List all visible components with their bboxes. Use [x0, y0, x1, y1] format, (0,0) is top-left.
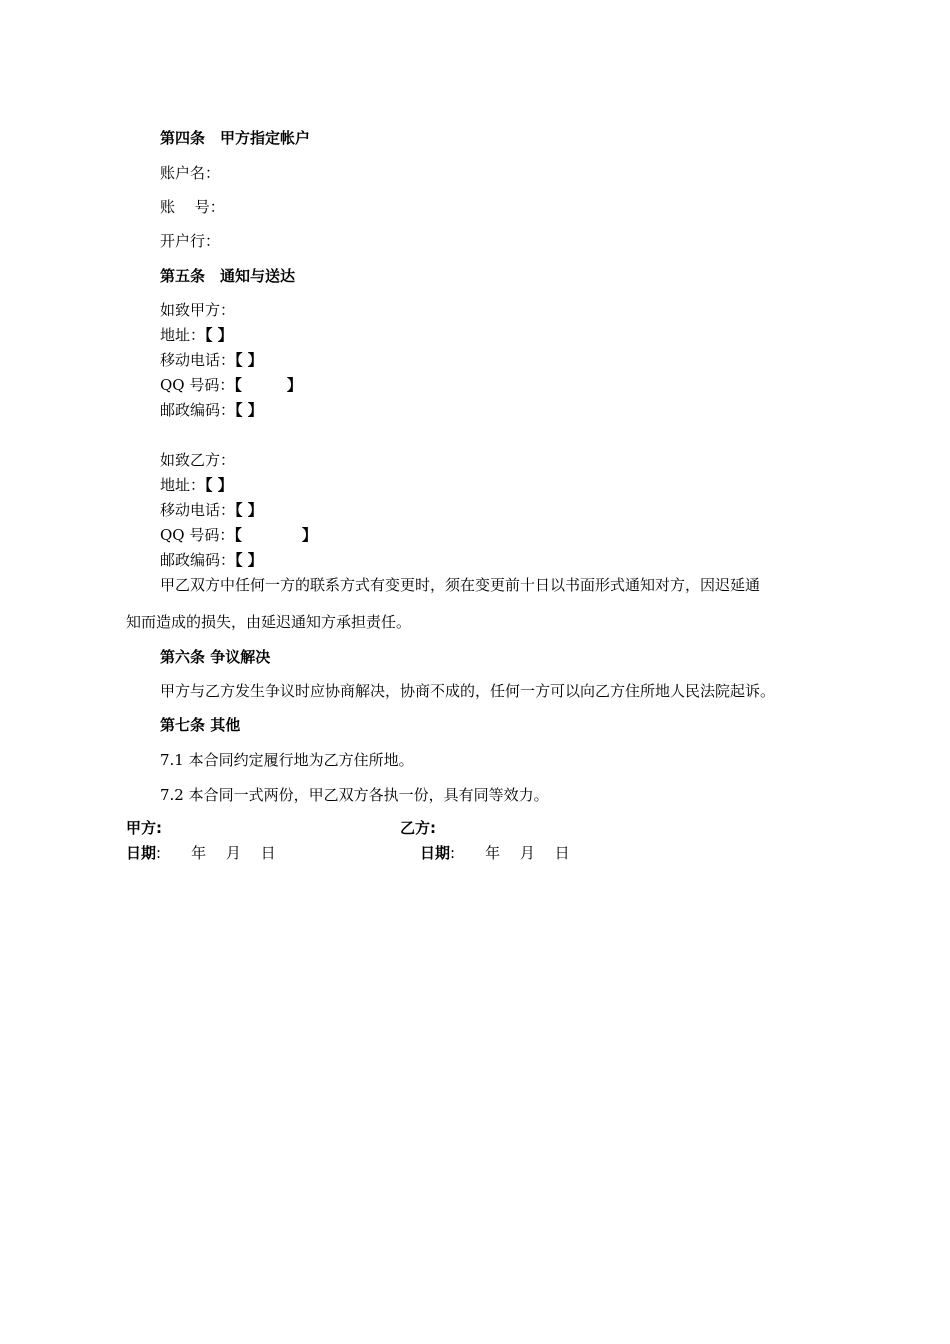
- party-b-postcode-row: [160, 550, 263, 570]
- article-6-heading: 第六条 争议解决: [160, 648, 271, 666]
- article-4-heading: 第四条 甲方指定帐户: [160, 129, 311, 147]
- party-a-address-row: [160, 325, 233, 345]
- postcode-value: 【 】: [235, 551, 263, 569]
- date-label: 日期: [126, 844, 157, 862]
- mobile-label: 移动电话：: [160, 501, 236, 519]
- address-label: 地址：: [160, 326, 206, 344]
- date-label: 日期: [420, 844, 451, 862]
- party-a-date-row: [126, 843, 276, 863]
- address-label: 地址：: [160, 476, 206, 494]
- article-6-text: 甲方与乙方发生争议时应协商解决，协商不成的，任何一方可以向乙方住所地人民法院起诉。: [160, 682, 776, 700]
- party-b-signature-label: 乙方:: [400, 819, 436, 837]
- postcode-label: 邮政编码：: [160, 551, 236, 569]
- postcode-value: 【 】: [235, 401, 263, 419]
- qq-value: 【 】: [234, 376, 302, 394]
- qq-label: QQ 号码：: [160, 376, 235, 394]
- address-value: 【 】: [205, 476, 233, 494]
- clause-7-1: 7.1 本合同约定履行地为乙方住所地。: [160, 751, 414, 769]
- date-colon: :: [156, 844, 162, 862]
- mobile-value: 【 】: [235, 501, 263, 519]
- party-a-intro: 如致甲方：: [160, 301, 236, 319]
- party-a-qq-row: [160, 375, 302, 395]
- postcode-label: 邮政编码：: [160, 401, 236, 419]
- party-b-address-row: [160, 475, 233, 495]
- address-value: 【 】: [205, 326, 233, 344]
- change-notice-line-2: 知而造成的损失，由延迟通知方承担责任。: [126, 613, 412, 631]
- date-blank: 年 月 日: [161, 844, 276, 862]
- qq-value: 【 】: [234, 526, 317, 544]
- account-number-label: 账 号：: [160, 198, 225, 216]
- clause-7-2: 7.2 本合同一式两份，甲乙双方各执一份，具有同等效力。: [160, 786, 549, 804]
- bank-label: 开户行：: [160, 232, 221, 250]
- party-b-intro: 如致乙方：: [160, 451, 236, 469]
- change-notice-line-1: 甲乙双方中任何一方的联系方式有变更时，须在变更前十日以书面形式通知对方，因迟延通: [160, 576, 761, 594]
- account-name-label: 账户名：: [160, 164, 221, 182]
- date-colon: :: [450, 844, 456, 862]
- party-b-qq-row: [160, 525, 317, 545]
- party-a-signature-label: 甲方:: [126, 819, 162, 837]
- party-b-mobile-row: [160, 500, 263, 520]
- article-7-heading: 第七条 其他: [160, 716, 241, 734]
- article-5-heading: 第五条 通知与送达: [160, 267, 296, 285]
- date-blank: 年 月 日: [455, 844, 570, 862]
- party-b-date-row: [420, 843, 570, 863]
- party-a-postcode-row: [160, 400, 263, 420]
- qq-label: QQ 号码：: [160, 526, 235, 544]
- mobile-value: 【 】: [235, 351, 263, 369]
- party-a-mobile-row: [160, 350, 263, 370]
- mobile-label: 移动电话：: [160, 351, 236, 369]
